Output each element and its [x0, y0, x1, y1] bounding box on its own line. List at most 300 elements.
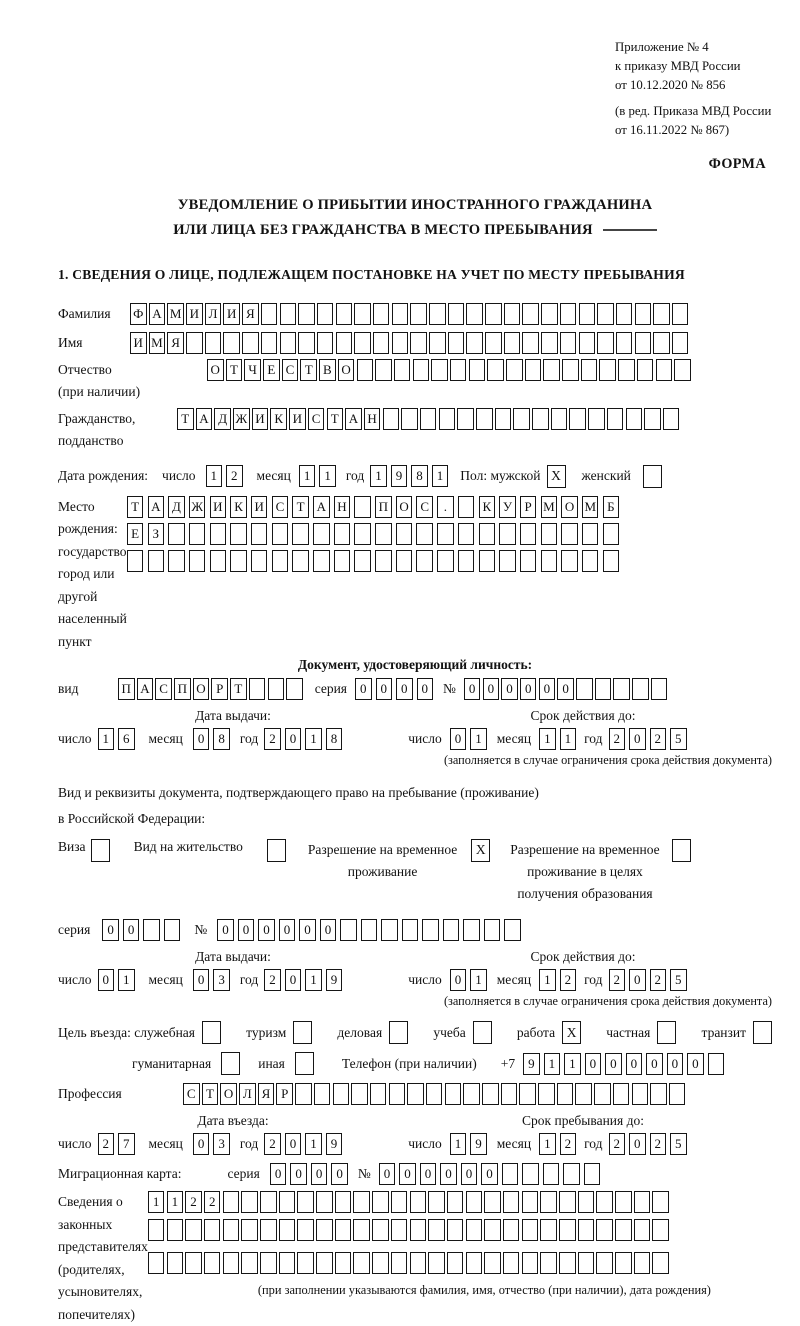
char-cell[interactable]: 2: [264, 728, 281, 750]
char-cell[interactable]: 1: [539, 728, 556, 750]
permit-valid-year-cells[interactable]: [609, 969, 687, 991]
char-cell[interactable]: [634, 1219, 651, 1241]
char-cell[interactable]: 0: [646, 1053, 663, 1075]
char-cell[interactable]: [392, 303, 409, 325]
char-cell[interactable]: [579, 332, 596, 354]
char-cell[interactable]: [261, 332, 278, 354]
id-issue-month-cells[interactable]: [193, 728, 230, 750]
char-cell[interactable]: 0: [585, 1053, 602, 1075]
char-cell[interactable]: [205, 332, 222, 354]
char-cell[interactable]: 0: [557, 678, 574, 700]
char-cell[interactable]: Л: [205, 303, 222, 325]
char-cell[interactable]: 0: [98, 969, 115, 991]
char-cell[interactable]: [541, 550, 558, 572]
char-cell[interactable]: Т: [202, 1083, 219, 1105]
char-cell[interactable]: 1: [432, 465, 449, 487]
char-cell[interactable]: [504, 919, 521, 941]
char-cell[interactable]: С: [416, 496, 433, 518]
char-cell[interactable]: 1: [148, 1191, 165, 1213]
char-cell[interactable]: [260, 1252, 277, 1274]
char-cell[interactable]: [672, 303, 689, 325]
char-cell[interactable]: 2: [226, 465, 243, 487]
char-cell[interactable]: А: [313, 496, 330, 518]
char-cell[interactable]: 5: [670, 969, 687, 991]
char-cell[interactable]: [581, 359, 598, 381]
char-cell[interactable]: [650, 1083, 667, 1105]
purpose-private-checkbox[interactable]: [657, 1021, 676, 1044]
residence-permit-checkbox[interactable]: [267, 839, 286, 862]
char-cell[interactable]: [504, 332, 521, 354]
char-cell[interactable]: [562, 359, 579, 381]
char-cell[interactable]: [249, 678, 266, 700]
char-cell[interactable]: 0: [450, 969, 467, 991]
purpose-humanitarian-checkbox[interactable]: [221, 1052, 240, 1075]
char-cell[interactable]: [268, 678, 285, 700]
char-cell[interactable]: [485, 332, 502, 354]
char-cell[interactable]: [476, 408, 493, 430]
char-cell[interactable]: [503, 1219, 520, 1241]
char-cell[interactable]: [618, 359, 635, 381]
char-cell[interactable]: [522, 1191, 539, 1213]
citizenship-cells[interactable]: [177, 408, 679, 430]
phone-cells[interactable]: [523, 1053, 724, 1075]
char-cell[interactable]: [401, 408, 418, 430]
char-cell[interactable]: [372, 1252, 389, 1274]
char-cell[interactable]: [168, 550, 185, 572]
char-cell[interactable]: [410, 332, 427, 354]
stay-year-cells[interactable]: [609, 1133, 687, 1155]
char-cell[interactable]: [230, 523, 247, 545]
char-cell[interactable]: [663, 408, 680, 430]
char-cell[interactable]: [672, 332, 689, 354]
char-cell[interactable]: В: [319, 359, 336, 381]
char-cell[interactable]: [260, 1219, 277, 1241]
char-cell[interactable]: 8: [213, 728, 230, 750]
char-cell[interactable]: [292, 550, 309, 572]
char-cell[interactable]: [351, 1083, 368, 1105]
char-cell[interactable]: [428, 1219, 445, 1241]
char-cell[interactable]: 0: [285, 969, 302, 991]
char-cell[interactable]: [167, 1252, 184, 1274]
temp-residence-checkbox[interactable]: X: [471, 839, 490, 862]
char-cell[interactable]: [466, 332, 483, 354]
char-cell[interactable]: [635, 332, 652, 354]
char-cell[interactable]: 0: [440, 1163, 457, 1185]
char-cell[interactable]: [560, 332, 577, 354]
char-cell[interactable]: [499, 550, 516, 572]
char-cell[interactable]: [466, 1252, 483, 1274]
char-cell[interactable]: И: [186, 303, 203, 325]
char-cell[interactable]: [375, 523, 392, 545]
char-cell[interactable]: [616, 303, 633, 325]
char-cell[interactable]: [334, 550, 351, 572]
char-cell[interactable]: [298, 303, 315, 325]
char-cell[interactable]: 1: [470, 728, 487, 750]
char-cell[interactable]: [599, 359, 616, 381]
char-cell[interactable]: М: [541, 496, 558, 518]
char-cell[interactable]: [708, 1053, 725, 1075]
char-cell[interactable]: О: [396, 496, 413, 518]
char-cell[interactable]: [607, 408, 624, 430]
char-cell[interactable]: [637, 359, 654, 381]
char-cell[interactable]: [413, 359, 430, 381]
char-cell[interactable]: [495, 408, 512, 430]
char-cell[interactable]: П: [118, 678, 135, 700]
char-cell[interactable]: [223, 1219, 240, 1241]
char-cell[interactable]: [651, 678, 668, 700]
char-cell[interactable]: [407, 1083, 424, 1105]
char-cell[interactable]: 1: [305, 1133, 322, 1155]
char-cell[interactable]: [466, 303, 483, 325]
char-cell[interactable]: [503, 1191, 520, 1213]
char-cell[interactable]: 2: [609, 969, 626, 991]
char-cell[interactable]: С: [272, 496, 289, 518]
doc-series-cells[interactable]: [355, 678, 433, 700]
char-cell[interactable]: [520, 523, 537, 545]
char-cell[interactable]: 2: [650, 969, 667, 991]
char-cell[interactable]: [422, 919, 439, 941]
char-cell[interactable]: [353, 1219, 370, 1241]
char-cell[interactable]: [223, 1252, 240, 1274]
char-cell[interactable]: 0: [311, 1163, 328, 1185]
char-cell[interactable]: 0: [376, 678, 393, 700]
char-cell[interactable]: [223, 332, 240, 354]
char-cell[interactable]: [420, 408, 437, 430]
char-cell[interactable]: 0: [520, 678, 537, 700]
char-cell[interactable]: [336, 303, 353, 325]
char-cell[interactable]: [653, 332, 670, 354]
char-cell[interactable]: [595, 678, 612, 700]
char-cell[interactable]: М: [149, 332, 166, 354]
char-cell[interactable]: [603, 550, 620, 572]
char-cell[interactable]: Д: [214, 408, 231, 430]
char-cell[interactable]: [437, 550, 454, 572]
char-cell[interactable]: [373, 303, 390, 325]
char-cell[interactable]: [551, 408, 568, 430]
char-cell[interactable]: [532, 408, 549, 430]
char-cell[interactable]: [466, 1219, 483, 1241]
char-cell[interactable]: [251, 523, 268, 545]
char-cell[interactable]: [603, 523, 620, 545]
char-cell[interactable]: [286, 678, 303, 700]
char-cell[interactable]: У: [499, 496, 516, 518]
char-cell[interactable]: 2: [560, 969, 577, 991]
char-cell[interactable]: О: [220, 1083, 237, 1105]
birth-month-cells[interactable]: [299, 465, 336, 487]
char-cell[interactable]: 5: [670, 728, 687, 750]
char-cell[interactable]: [314, 1083, 331, 1105]
purpose-tourism-checkbox[interactable]: [293, 1021, 312, 1044]
char-cell[interactable]: К: [230, 496, 247, 518]
char-cell[interactable]: [204, 1219, 221, 1241]
char-cell[interactable]: [503, 1252, 520, 1274]
char-cell[interactable]: [410, 1191, 427, 1213]
sex-female-checkbox[interactable]: [643, 465, 662, 488]
char-cell[interactable]: [261, 303, 278, 325]
char-cell[interactable]: П: [375, 496, 392, 518]
char-cell[interactable]: [450, 359, 467, 381]
char-cell[interactable]: [506, 359, 523, 381]
char-cell[interactable]: [410, 1252, 427, 1274]
char-cell[interactable]: 0: [320, 919, 337, 941]
char-cell[interactable]: [241, 1219, 258, 1241]
char-cell[interactable]: [538, 1083, 555, 1105]
char-cell[interactable]: [280, 332, 297, 354]
char-cell[interactable]: [402, 919, 419, 941]
permit-series-cells[interactable]: [102, 919, 180, 941]
char-cell[interactable]: 0: [629, 1133, 646, 1155]
char-cell[interactable]: [484, 1252, 501, 1274]
char-cell[interactable]: [482, 1083, 499, 1105]
char-cell[interactable]: 0: [399, 1163, 416, 1185]
char-cell[interactable]: [653, 303, 670, 325]
entry-day-cells[interactable]: [98, 1133, 135, 1155]
char-cell[interactable]: 0: [217, 919, 234, 941]
char-cell[interactable]: 0: [299, 919, 316, 941]
char-cell[interactable]: [354, 550, 371, 572]
char-cell[interactable]: [279, 1219, 296, 1241]
char-cell[interactable]: [634, 1191, 651, 1213]
char-cell[interactable]: П: [174, 678, 191, 700]
char-cell[interactable]: [540, 1252, 557, 1274]
representatives-row2-cells[interactable]: [148, 1219, 669, 1241]
char-cell[interactable]: [559, 1191, 576, 1213]
char-cell[interactable]: [416, 523, 433, 545]
char-cell[interactable]: [652, 1191, 669, 1213]
char-cell[interactable]: 2: [264, 969, 281, 991]
char-cell[interactable]: [410, 303, 427, 325]
char-cell[interactable]: 0: [331, 1163, 348, 1185]
char-cell[interactable]: [578, 1219, 595, 1241]
char-cell[interactable]: [502, 1163, 519, 1185]
char-cell[interactable]: [313, 523, 330, 545]
birth-place-row2-cells[interactable]: [127, 523, 619, 545]
char-cell[interactable]: [168, 523, 185, 545]
char-cell[interactable]: [375, 359, 392, 381]
char-cell[interactable]: [295, 1083, 312, 1105]
char-cell[interactable]: [447, 1191, 464, 1213]
char-cell[interactable]: [615, 1191, 632, 1213]
char-cell[interactable]: [448, 332, 465, 354]
char-cell[interactable]: [575, 1083, 592, 1105]
permit-number-cells[interactable]: [217, 919, 521, 941]
char-cell[interactable]: Т: [177, 408, 194, 430]
purpose-study-checkbox[interactable]: [473, 1021, 492, 1044]
char-cell[interactable]: [597, 303, 614, 325]
char-cell[interactable]: 0: [193, 728, 210, 750]
char-cell[interactable]: О: [338, 359, 355, 381]
birth-year-cells[interactable]: [370, 465, 448, 487]
char-cell[interactable]: 0: [461, 1163, 478, 1185]
char-cell[interactable]: [597, 332, 614, 354]
char-cell[interactable]: [541, 523, 558, 545]
purpose-other-checkbox[interactable]: [295, 1052, 314, 1075]
char-cell[interactable]: [596, 1252, 613, 1274]
char-cell[interactable]: [541, 303, 558, 325]
char-cell[interactable]: [541, 332, 558, 354]
profession-cells[interactable]: [183, 1083, 685, 1105]
char-cell[interactable]: [298, 332, 315, 354]
char-cell[interactable]: [210, 523, 227, 545]
char-cell[interactable]: [499, 523, 516, 545]
char-cell[interactable]: [189, 523, 206, 545]
char-cell[interactable]: [428, 1191, 445, 1213]
char-cell[interactable]: [525, 359, 542, 381]
char-cell[interactable]: М: [582, 496, 599, 518]
char-cell[interactable]: 0: [501, 678, 518, 700]
char-cell[interactable]: [569, 408, 586, 430]
char-cell[interactable]: 1: [560, 728, 577, 750]
char-cell[interactable]: [353, 1191, 370, 1213]
char-cell[interactable]: [501, 1083, 518, 1105]
char-cell[interactable]: 1: [319, 465, 336, 487]
char-cell[interactable]: [484, 1219, 501, 1241]
char-cell[interactable]: О: [561, 496, 578, 518]
temp-residence-edu-checkbox[interactable]: [672, 839, 691, 862]
char-cell[interactable]: 2: [560, 1133, 577, 1155]
char-cell[interactable]: Ж: [233, 408, 250, 430]
char-cell[interactable]: [561, 550, 578, 572]
doc-number-cells[interactable]: [464, 678, 667, 700]
char-cell[interactable]: Б: [603, 496, 620, 518]
char-cell[interactable]: [260, 1191, 277, 1213]
migration-series-cells[interactable]: [270, 1163, 348, 1185]
char-cell[interactable]: И: [252, 408, 269, 430]
char-cell[interactable]: 5: [670, 1133, 687, 1155]
char-cell[interactable]: [616, 332, 633, 354]
stay-month-cells[interactable]: [539, 1133, 576, 1155]
char-cell[interactable]: [357, 359, 374, 381]
purpose-business-checkbox[interactable]: [389, 1021, 408, 1044]
char-cell[interactable]: Ф: [130, 303, 147, 325]
char-cell[interactable]: С: [183, 1083, 200, 1105]
permit-issue-day-cells[interactable]: [98, 969, 135, 991]
id-valid-month-cells[interactable]: [539, 728, 576, 750]
char-cell[interactable]: [635, 303, 652, 325]
char-cell[interactable]: [354, 496, 371, 518]
char-cell[interactable]: 9: [326, 969, 343, 991]
char-cell[interactable]: Т: [230, 678, 247, 700]
char-cell[interactable]: [578, 1252, 595, 1274]
migration-number-cells[interactable]: [379, 1163, 601, 1185]
char-cell[interactable]: 9: [391, 465, 408, 487]
char-cell[interactable]: [543, 1163, 560, 1185]
purpose-transit-checkbox[interactable]: [753, 1021, 772, 1044]
id-valid-day-cells[interactable]: [450, 728, 487, 750]
char-cell[interactable]: [334, 523, 351, 545]
char-cell[interactable]: [479, 550, 496, 572]
char-cell[interactable]: С: [308, 408, 325, 430]
char-cell[interactable]: 0: [450, 728, 467, 750]
char-cell[interactable]: [634, 1252, 651, 1274]
char-cell[interactable]: [596, 1219, 613, 1241]
char-cell[interactable]: 0: [102, 919, 119, 941]
char-cell[interactable]: [204, 1252, 221, 1274]
char-cell[interactable]: 1: [539, 1133, 556, 1155]
char-cell[interactable]: [316, 1252, 333, 1274]
char-cell[interactable]: К: [270, 408, 287, 430]
char-cell[interactable]: 0: [420, 1163, 437, 1185]
char-cell[interactable]: [354, 523, 371, 545]
char-cell[interactable]: [579, 303, 596, 325]
char-cell[interactable]: [613, 1083, 630, 1105]
surname-cells[interactable]: [130, 303, 688, 325]
char-cell[interactable]: [615, 1219, 632, 1241]
char-cell[interactable]: [429, 332, 446, 354]
purpose-work-checkbox[interactable]: X: [562, 1021, 581, 1044]
char-cell[interactable]: 1: [305, 969, 322, 991]
char-cell[interactable]: [559, 1219, 576, 1241]
char-cell[interactable]: [463, 919, 480, 941]
char-cell[interactable]: 9: [326, 1133, 343, 1155]
char-cell[interactable]: 2: [185, 1191, 202, 1213]
char-cell[interactable]: 0: [396, 678, 413, 700]
char-cell[interactable]: Е: [127, 523, 144, 545]
char-cell[interactable]: 1: [206, 465, 223, 487]
char-cell[interactable]: О: [193, 678, 210, 700]
char-cell[interactable]: [313, 550, 330, 572]
char-cell[interactable]: [519, 1083, 536, 1105]
char-cell[interactable]: 2: [609, 728, 626, 750]
char-cell[interactable]: [241, 1252, 258, 1274]
char-cell[interactable]: М: [167, 303, 184, 325]
char-cell[interactable]: [584, 1163, 601, 1185]
char-cell[interactable]: [353, 1252, 370, 1274]
permit-issue-year-cells[interactable]: [264, 969, 342, 991]
char-cell[interactable]: [458, 496, 475, 518]
char-cell[interactable]: 0: [687, 1053, 704, 1075]
char-cell[interactable]: [372, 1191, 389, 1213]
char-cell[interactable]: [429, 303, 446, 325]
char-cell[interactable]: [656, 359, 673, 381]
char-cell[interactable]: [632, 678, 649, 700]
char-cell[interactable]: [522, 1163, 539, 1185]
char-cell[interactable]: [439, 408, 456, 430]
char-cell[interactable]: Ч: [244, 359, 261, 381]
char-cell[interactable]: [164, 919, 181, 941]
permit-valid-day-cells[interactable]: [450, 969, 487, 991]
char-cell[interactable]: С: [282, 359, 299, 381]
char-cell[interactable]: Н: [334, 496, 351, 518]
char-cell[interactable]: 3: [213, 1133, 230, 1155]
char-cell[interactable]: [185, 1219, 202, 1241]
char-cell[interactable]: [463, 1083, 480, 1105]
char-cell[interactable]: [167, 1219, 184, 1241]
birth-day-cells[interactable]: [206, 465, 243, 487]
char-cell[interactable]: 1: [118, 969, 135, 991]
char-cell[interactable]: О: [207, 359, 224, 381]
char-cell[interactable]: [185, 1252, 202, 1274]
char-cell[interactable]: 0: [379, 1163, 396, 1185]
char-cell[interactable]: [396, 523, 413, 545]
char-cell[interactable]: [410, 1219, 427, 1241]
char-cell[interactable]: [540, 1219, 557, 1241]
char-cell[interactable]: [230, 550, 247, 572]
char-cell[interactable]: [392, 332, 409, 354]
char-cell[interactable]: Н: [364, 408, 381, 430]
char-cell[interactable]: [469, 359, 486, 381]
char-cell[interactable]: [588, 408, 605, 430]
char-cell[interactable]: [127, 550, 144, 572]
char-cell[interactable]: [186, 332, 203, 354]
char-cell[interactable]: [370, 1083, 387, 1105]
char-cell[interactable]: 6: [118, 728, 135, 750]
char-cell[interactable]: [513, 408, 530, 430]
char-cell[interactable]: [223, 1191, 240, 1213]
char-cell[interactable]: 0: [417, 678, 434, 700]
char-cell[interactable]: 0: [667, 1053, 684, 1075]
sex-male-checkbox[interactable]: X: [547, 465, 566, 488]
